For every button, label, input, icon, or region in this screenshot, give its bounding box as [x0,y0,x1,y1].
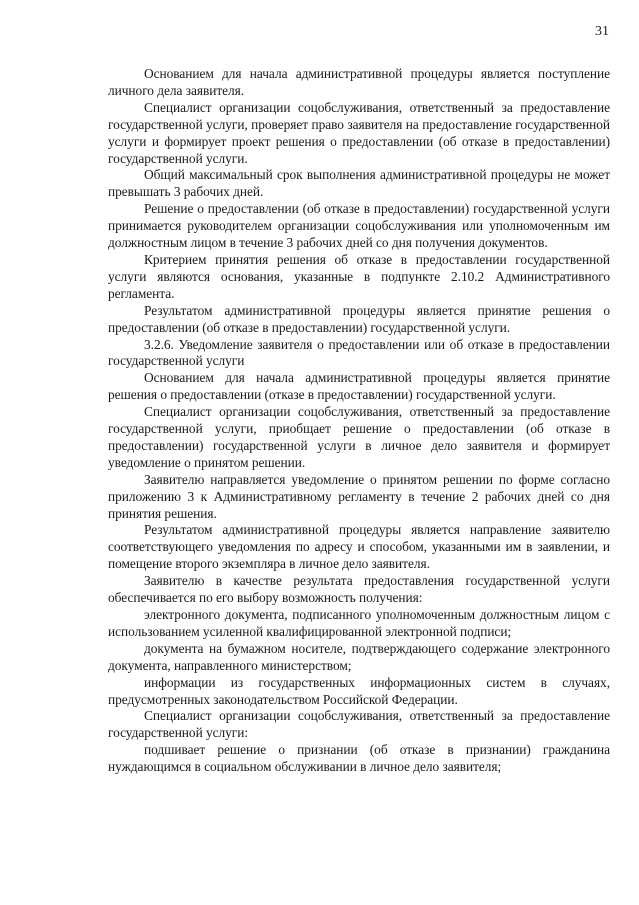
document-body [108,66,610,776]
list-item: документа на бумажном носителе, подтверждающего содержание электронного документа, направленного министерством; [108,640,610,673]
list-item: подшивает решение о признании (об отказе в признании) гражданина нуждающимся в социальном обслуживании в личное дело заявителя; [108,742,610,775]
paragraph: Результатом административной процедуры является направление заявителю соответствующего уведомления по адресу и способом, указанными им в заявлении, и помещение второго экземпляра в личное дело заявителя. [108,522,610,572]
paragraph: Специалист организации соцобслуживания, ответственный за предоставление государственной услуги: [108,708,610,741]
paragraph: Основанием для начала административной процедуры является поступление личного дела заявителя. [108,66,610,98]
paragraph: Результатом административной процедуры является принятие решения о предоставлении (об отказе в предоставлении) государственной услуги. [108,302,610,335]
paragraph: Решение о предоставлении (об отказе в предоставлении) государственной услуги принимается руководителем организации соцобслуживания или уполномоченным им должностным лицом в течение 3 рабочих дней со дня получения документов. [108,201,610,251]
paragraph: Основанием для начала административной процедуры является принятие решения о предоставлении (отказе в предоставлении) государственной услуги. [108,370,610,403]
paragraph: Заявителю в качестве результата предоставления государственной услуги обеспечивается по его выбору возможность получения: [108,573,610,606]
paragraph: Общий максимальный срок выполнения административной процедуры не может превышать 3 рабочих дней. [108,167,610,200]
page-number: 31 [595,24,609,39]
paragraph: Специалист организации соцобслуживания, ответственный за предоставление государственной услуги, приобщает решение о предоставлении (об отказе в предоставлении) государственной услуги в личное дело заявителя и формирует уведомление о принятом решении. [108,404,610,470]
paragraph: Специалист организации соцобслуживания, ответственный за предоставление государственной услуги, проверяет право заявителя на предоставление государственной услуги и формирует проект решения о предоставлении (об отказе в предоставлении) государственной услуги. [108,99,610,166]
list-item: электронного документа, подписанного уполномоченным должностным лицом с использованием усиленной квалифицированной электронной подписи; [108,607,610,639]
list-item: информации из государственных информационных систем в случаях, предусмотренных законодательством Российской Федерации. [108,674,610,707]
paragraph: Заявителю направляется уведомление о принятом решении по форме согласно приложению 3 к Административному регламенту в течение 2 рабочих дней со дня принятия решения. [108,471,610,521]
section-heading: 3.2.6. Уведомление заявителя о предоставлении или об отказе в предоставлении государственной услуги [108,336,610,369]
paragraph: Критерием принятия решения об отказе в предоставлении государственной услуги являются основания, указанные в подпункте 2.10.2 Административного регламента. [108,251,610,301]
